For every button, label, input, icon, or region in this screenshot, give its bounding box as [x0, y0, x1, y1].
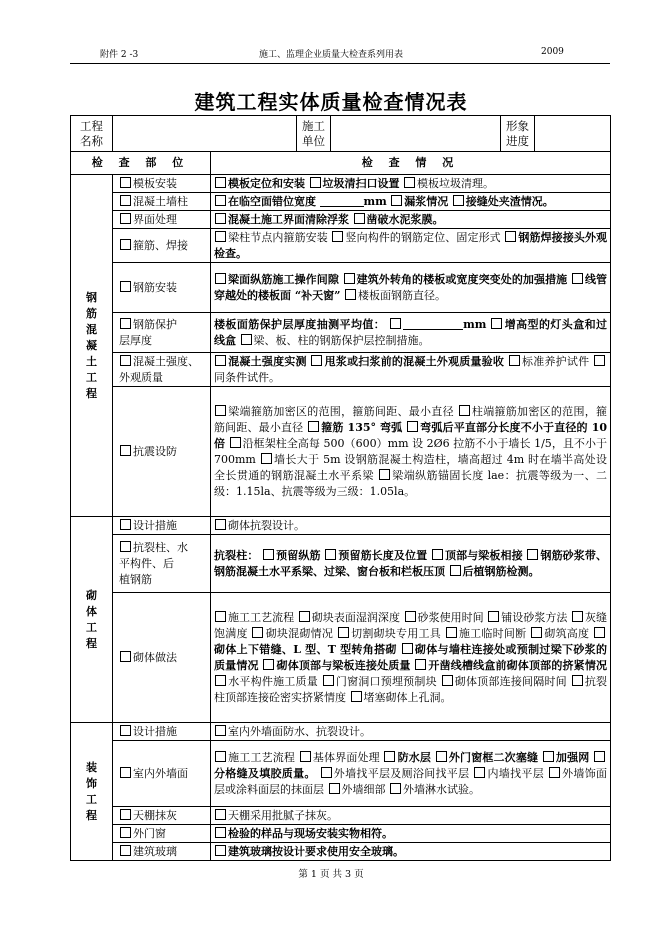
item-checkbox[interactable] [120, 519, 131, 530]
detail-checkbox[interactable] [215, 611, 226, 622]
header-year: 2009 [541, 47, 564, 57]
detail-checkbox[interactable] [436, 751, 447, 762]
detail-text: 外门窗框二次塞缝 [448, 750, 539, 764]
detail-checkbox[interactable] [215, 519, 226, 530]
inspection-row [71, 723, 611, 741]
detail-checkbox[interactable] [311, 355, 322, 366]
category-char: 工 [86, 792, 97, 806]
inspection-row [71, 843, 611, 861]
check-item-label: 设计措施 [133, 518, 177, 532]
check-item [113, 211, 211, 229]
check-item [113, 843, 211, 861]
detail-text: 梁面纵筋施工操作间隙 [228, 272, 339, 286]
header-rule [70, 63, 610, 64]
detail-checkbox[interactable] [323, 675, 334, 686]
constructor-field[interactable] [331, 116, 501, 152]
progress-label: 形象 进度 [501, 116, 535, 152]
detail-checkbox[interactable] [527, 549, 538, 560]
detail-checkbox[interactable] [446, 627, 457, 638]
item-checkbox[interactable] [120, 355, 131, 366]
detail-checkbox[interactable] [505, 231, 516, 242]
detail-checkbox[interactable] [215, 405, 226, 416]
detail-checkbox[interactable] [390, 783, 401, 794]
category-label [71, 175, 113, 517]
item-checkbox[interactable] [120, 177, 131, 188]
detail-checkbox[interactable] [300, 751, 311, 762]
inspection-row [71, 825, 611, 843]
detail-text: 甩浆或扫浆前的混凝土外观质量验收 [324, 354, 505, 368]
detail-checkbox[interactable] [474, 767, 485, 778]
detail-checkbox[interactable] [263, 549, 274, 560]
category-char: 土 [86, 354, 97, 368]
check-detail [211, 263, 611, 313]
detail-text: 天棚采用批腻子抹灰。 [228, 808, 338, 822]
check-item [113, 807, 211, 825]
detail-text: 钢筋焊接接头外观检查。 [214, 230, 608, 260]
detail-text: 砌体顶部连接间隔时间 [454, 674, 567, 688]
item-checkbox[interactable] [120, 541, 131, 552]
detail-checkbox[interactable] [351, 691, 362, 702]
detail-text: 砌块混砌情况 [265, 626, 334, 640]
check-detail [211, 843, 611, 861]
check-detail [211, 723, 611, 741]
detail-text: 砌体与墙柱连接处或预制过梁下砂浆的质量情况 [214, 642, 608, 672]
detail-text: 基体界面处理 [312, 750, 380, 764]
project-name-field[interactable] [113, 116, 297, 152]
check-item-label: 钢筋保护 层厚度 [119, 317, 177, 347]
inspection-row [71, 263, 611, 313]
detail-text: 同条件试件。 [214, 370, 280, 384]
detail-text: 堵塞砌体上孔洞。 [363, 690, 452, 704]
detail-text: 检验的样品与现场安装实物相符。 [228, 826, 393, 840]
check-item [113, 229, 211, 263]
column-header-row [71, 152, 611, 175]
category-char: 工 [86, 620, 97, 634]
check-item [113, 593, 211, 723]
detail-checkbox[interactable] [299, 611, 310, 622]
category-char: 钢 [86, 290, 97, 304]
detail-text: 柱端箍筋加密区的范围，箍筋间距、最小直径 [214, 404, 608, 434]
item-checkbox[interactable] [120, 445, 131, 456]
check-item-label: 钢筋安装 [133, 280, 177, 294]
check-item-label: 箍筋、焊接 [133, 238, 188, 252]
detail-text: 外墙饰面层或涂料面层的抹面层 [214, 766, 608, 796]
detail-text: 在临空面错位宽度 [228, 194, 316, 208]
detail-checkbox[interactable] [509, 355, 520, 366]
progress-field[interactable] [535, 116, 611, 152]
detail-checkbox[interactable] [572, 675, 583, 686]
category-char: 工 [86, 370, 97, 384]
category-char: 饰 [86, 776, 97, 790]
detail-checkbox[interactable] [215, 725, 226, 736]
check-item [113, 723, 211, 741]
inspection-table [70, 115, 611, 861]
fill-in-blank[interactable] [403, 318, 463, 330]
category-char: 筋 [86, 306, 97, 320]
detail-checkbox[interactable] [491, 318, 502, 329]
category-char: 体 [86, 604, 97, 618]
detail-checkbox[interactable] [453, 195, 464, 206]
inspection-row [71, 193, 611, 211]
detail-checkbox[interactable] [215, 675, 226, 686]
detail-text: 抗裂柱顶部连接砼密实挤紧情度 [214, 674, 608, 704]
detail-checkbox[interactable] [310, 177, 321, 188]
check-item [113, 193, 211, 211]
check-item [113, 535, 211, 593]
check-item [113, 517, 211, 535]
check-detail [211, 175, 611, 193]
detail-text: 施工临时间断 [458, 626, 527, 640]
detail-checkbox[interactable] [215, 827, 226, 838]
category-char: 装 [86, 760, 97, 774]
detail-text: 砌块表面湿润深度 [311, 610, 400, 624]
detail-text: 内墙找平层 [487, 766, 545, 780]
detail-text: 接缝处夹渣情况。 [465, 194, 554, 208]
detail-text: 弯弧后平直部分长度不小于直径的 10 倍 [214, 420, 608, 450]
detail-checkbox[interactable] [407, 421, 418, 432]
check-item-label: 抗震设防 [133, 444, 177, 458]
detail-text: 施工工艺流程 [228, 610, 295, 624]
detail-checkbox[interactable] [450, 565, 461, 576]
inspection-row [71, 387, 611, 517]
check-detail [211, 229, 611, 263]
detail-checkbox[interactable] [252, 627, 263, 638]
detail-text: 增高型的灯头盒和过线盒 [214, 317, 608, 347]
item-checkbox[interactable] [120, 651, 131, 662]
detail-checkbox[interactable] [384, 751, 395, 762]
detail-text: mm [363, 194, 387, 208]
inspection-row [71, 353, 611, 387]
detail-checkbox[interactable] [405, 611, 416, 622]
detail-checkbox[interactable] [488, 611, 499, 622]
header-attachment: 附件 2 -3 [100, 50, 139, 60]
detail-checkbox[interactable] [308, 421, 319, 432]
detail-text: 开凿线槽线盒前砌体顶部的挤紧情况 [428, 658, 608, 672]
detail-text: 切割砌块专用工具 [350, 626, 441, 640]
detail-text: 砌体顶部与梁板连接处质量 [276, 658, 411, 672]
detail-checkbox[interactable] [325, 549, 336, 560]
check-item-label: 混凝土墙柱 [133, 194, 188, 208]
detail-text: 建筑玻璃按设计要求使用安全玻璃。 [228, 844, 404, 858]
detail-checkbox[interactable] [215, 213, 226, 224]
category-char: 凝 [86, 338, 97, 352]
detail-text: 楼板面钢筋直径。 [357, 288, 446, 302]
check-item [113, 175, 211, 193]
check-item-label: 模板安装 [133, 176, 177, 190]
detail-checkbox[interactable] [390, 318, 401, 329]
column-header-part: 检 查 部 位 [71, 152, 211, 175]
detail-checkbox[interactable] [329, 783, 340, 794]
detail-text: 漏浆情况 [404, 194, 449, 208]
detail-text: mm [463, 317, 487, 331]
detail-text: 抗裂柱： [214, 548, 259, 562]
detail-text: 砌筑高度 [544, 626, 590, 640]
detail-checkbox[interactable] [391, 195, 402, 206]
detail-checkbox[interactable] [230, 437, 241, 448]
detail-text: 箍筋 135° 弯弧 [321, 420, 403, 434]
inspection-row [71, 211, 611, 229]
detail-text: 灰缝饱满度 [214, 610, 608, 640]
item-checkbox[interactable] [120, 239, 131, 250]
detail-checkbox[interactable] [432, 549, 443, 560]
detail-text: 混凝土强度实测 [228, 354, 307, 368]
detail-checkbox[interactable] [215, 751, 226, 762]
detail-text: 外墙淋水试验。 [403, 782, 480, 796]
detail-checkbox[interactable] [572, 273, 583, 284]
detail-checkbox[interactable] [402, 643, 413, 654]
detail-checkbox[interactable] [594, 627, 605, 638]
check-item-label: 抗裂柱、水 平构件、后 植钢筋 [119, 540, 188, 586]
detail-text: 外墙找平层及厕浴间找平层 [333, 766, 470, 780]
column-header-status: 检 查 情 况 [211, 152, 611, 175]
detail-text: 标准养护试件 [521, 354, 590, 368]
check-detail [211, 741, 611, 807]
fill-in-blank[interactable] [320, 195, 364, 207]
item-checkbox[interactable] [120, 281, 131, 292]
check-item-label: 外门窗 [133, 826, 166, 840]
detail-text: 分格缝及填胶质量。 [214, 766, 316, 780]
detail-checkbox[interactable] [261, 453, 272, 464]
page-footer: 第 1 页 共 3 页 [298, 869, 364, 880]
check-detail [211, 517, 611, 535]
check-item-label: 建筑玻璃 [133, 844, 177, 858]
detail-text: 砌体上下错缝、L 型、T 型转角搭砌 [214, 642, 397, 656]
inspection-row [71, 535, 611, 593]
detail-text: 顶部与梁板相接 [444, 548, 523, 562]
category-label [71, 517, 113, 723]
detail-text: 砌体抗裂设计。 [228, 518, 305, 532]
check-detail [211, 825, 611, 843]
detail-text: 线管穿越处的楼板面 “补天窗” [214, 272, 608, 302]
check-item-label: 砌体做法 [133, 650, 177, 664]
check-item-label: 天棚抹灰 [133, 808, 177, 822]
inspection-row [71, 593, 611, 723]
detail-text: 模板定位和安装 [228, 176, 305, 190]
check-item [113, 263, 211, 313]
check-detail [211, 211, 611, 229]
inspection-row [71, 229, 611, 263]
detail-checkbox[interactable] [241, 334, 252, 345]
inspection-row [71, 517, 611, 535]
detail-checkbox[interactable] [442, 675, 453, 686]
detail-text: 加强网 [555, 750, 590, 764]
detail-text: 梁、板、柱的钢筋保护层控制措施。 [253, 333, 430, 347]
constructor-label: 施工 单位 [297, 116, 331, 152]
detail-checkbox[interactable] [332, 231, 343, 242]
detail-text: 混凝土施工界面清除浮浆 [228, 212, 349, 226]
check-item [113, 387, 211, 517]
check-item-label: 设计措施 [133, 724, 177, 738]
inspection-row [71, 175, 611, 193]
detail-checkbox[interactable] [594, 355, 605, 366]
item-checkbox[interactable] [120, 827, 131, 838]
detail-checkbox[interactable] [321, 767, 332, 778]
detail-text: 防水层 [397, 750, 432, 764]
detail-checkbox[interactable] [215, 355, 226, 366]
detail-text: 室内外墙面防水、抗裂设计。 [228, 724, 371, 738]
detail-text: 楼板面筋保护层厚度抽测平均值： [214, 317, 386, 331]
detail-text: 预留筋长度及位置 [338, 548, 428, 562]
detail-text: 门窗洞口预埋预制块 [335, 674, 437, 688]
detail-checkbox[interactable] [263, 659, 274, 670]
check-detail [211, 387, 611, 517]
header-series-title: 施工、监理企业质量大检查系列用表 [258, 50, 403, 60]
detail-checkbox[interactable] [594, 751, 605, 762]
detail-text: 模板垃圾清理。 [417, 176, 494, 190]
info-row [71, 116, 611, 152]
detail-checkbox[interactable] [543, 751, 554, 762]
detail-checkbox[interactable] [345, 289, 356, 300]
detail-checkbox[interactable] [215, 845, 226, 856]
check-detail [211, 193, 611, 211]
detail-checkbox[interactable] [215, 177, 226, 188]
detail-checkbox[interactable] [404, 177, 415, 188]
detail-checkbox[interactable] [549, 767, 560, 778]
detail-text: 梁端纵筋锚固长度 lae：抗震等级为一、二级：1.15la、抗震等级为三级：1.05la。 [214, 468, 607, 498]
detail-checkbox[interactable] [415, 659, 426, 670]
category-char: 程 [86, 636, 97, 650]
detail-text: 施工工艺流程 [228, 750, 296, 764]
category-char: 程 [86, 386, 97, 400]
detail-text: 水平构件施工质量 [228, 674, 318, 688]
check-item [113, 313, 211, 353]
item-checkbox[interactable] [120, 213, 131, 224]
detail-text: 铺设砂浆方法 [501, 610, 568, 624]
detail-text: 垃圾清扫口设置 [322, 176, 400, 190]
check-detail [211, 353, 611, 387]
project-name-label: 工程 名称 [71, 116, 113, 152]
item-checkbox[interactable] [120, 767, 131, 778]
detail-checkbox[interactable] [572, 611, 583, 622]
detail-checkbox[interactable] [215, 231, 226, 242]
detail-text: 外墙细部 [341, 782, 386, 796]
item-checkbox[interactable] [120, 318, 131, 329]
check-item-label: 室内外墙面 [133, 766, 188, 780]
check-item [113, 353, 211, 387]
detail-checkbox[interactable] [338, 627, 349, 638]
check-item-label: 混凝土强度、 外观质量 [119, 354, 199, 384]
detail-text: 墙长大于 5m 设钢筋混凝土构造柱，墙高超过 4m 时在墙半高处设全长贯通的钢筋混凝土水平系梁 [214, 452, 608, 482]
detail-checkbox[interactable] [459, 405, 470, 416]
item-checkbox[interactable] [120, 845, 131, 856]
category-char: 混 [86, 322, 97, 336]
item-checkbox[interactable] [120, 195, 131, 206]
detail-checkbox[interactable] [379, 469, 390, 480]
detail-checkbox[interactable] [215, 273, 226, 284]
check-item [113, 825, 211, 843]
detail-text: 梁端箍筋加密区的范围，箍筋间距、最小直径 [228, 404, 454, 418]
detail-checkbox[interactable] [354, 213, 365, 224]
item-checkbox[interactable] [120, 809, 131, 820]
check-item [113, 741, 211, 807]
detail-text: 后植钢筋检测。 [462, 564, 540, 578]
check-detail [211, 313, 611, 353]
item-checkbox[interactable] [120, 725, 131, 736]
check-detail [211, 807, 611, 825]
inspection-row [71, 313, 611, 353]
detail-text: 砂浆使用时间 [417, 610, 484, 624]
detail-text: 竖向构件的钢筋定位、固定形式 [345, 230, 501, 244]
detail-checkbox[interactable] [215, 809, 226, 820]
category-char: 砌 [86, 588, 97, 602]
detail-checkbox[interactable] [531, 627, 542, 638]
category-char: 程 [86, 808, 97, 822]
category-label [71, 723, 113, 861]
inspection-row [71, 741, 611, 807]
inspection-row [71, 807, 611, 825]
check-detail [211, 593, 611, 723]
detail-text: 钢筋砂浆带、钢筋混凝土水平系梁、过梁、窗台板和栏板压顶 [214, 548, 608, 578]
detail-text: 沿框架柱全高每 500（600）mm 设 2Ø6 拉筋不小于墙长 1/5，且不小于 700mm [214, 436, 607, 466]
detail-text: 梁柱节点内箍筋安装 [228, 230, 328, 244]
detail-checkbox[interactable] [215, 195, 226, 206]
detail-text: 凿破水泥浆膜。 [366, 212, 444, 226]
check-item-label: 界面处理 [133, 212, 177, 226]
detail-text: 预留纵筋 [276, 548, 321, 562]
check-detail [211, 535, 611, 593]
detail-text: 建筑外转角的楼板或宽度突变处的加强措施 [356, 272, 568, 286]
detail-checkbox[interactable] [344, 273, 355, 284]
page-title: 建筑工程实体质量检查情况表 [194, 90, 468, 114]
